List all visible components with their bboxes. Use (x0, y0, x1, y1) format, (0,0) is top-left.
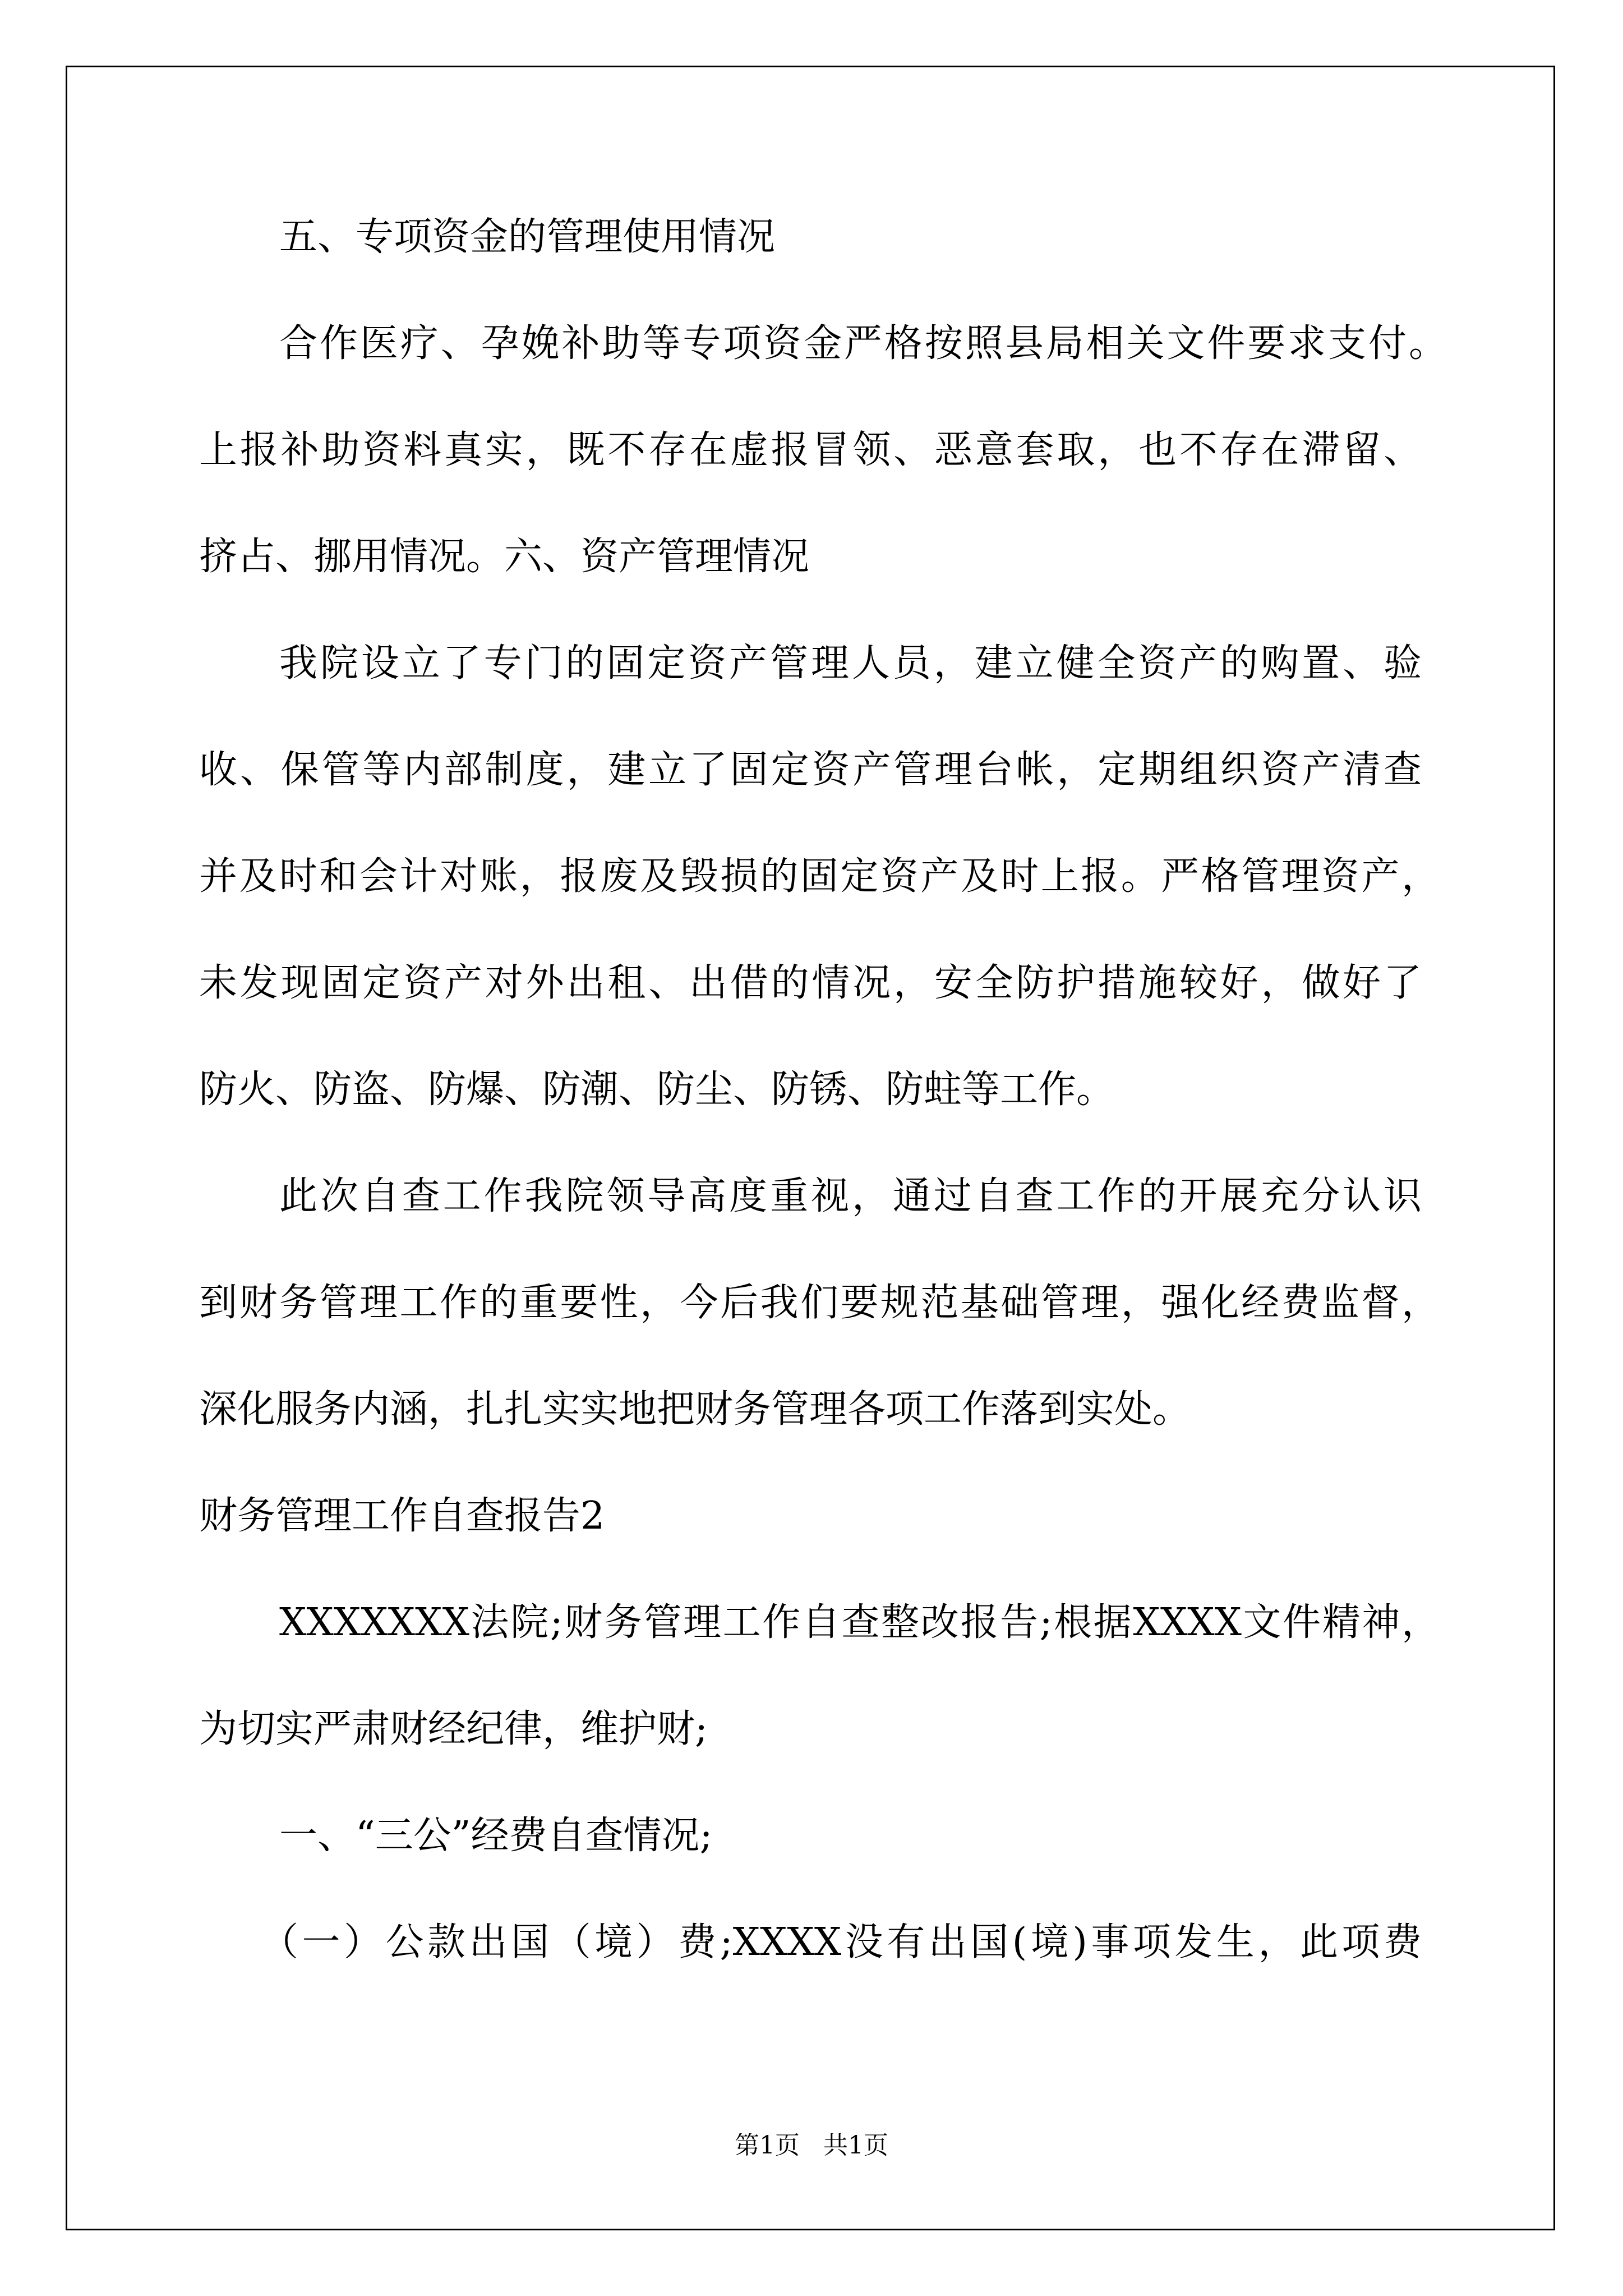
paragraph-line: （一）公款出国（境）费;XXXX没有出国(境)事项发生，此项费 (260, 1920, 1422, 1964)
paragraph-line: 深化服务内涵，扎扎实实地把财务管理各项工作落到实处。 (199, 1387, 1191, 1432)
paragraph-line: 到财务管理工作的重要性，今后我们要规范基础管理，强化经费监督， (199, 1281, 1440, 1325)
paragraph-line: 此次自查工作我院领导高度重视，通过自查工作的开展充分认识 (279, 1174, 1422, 1218)
page-border (66, 66, 1555, 2230)
paragraph-line: 并及时和会计对账，报废及毁损的固定资产及时上报。严格管理资产， (199, 854, 1440, 899)
section-heading-5: 五、专项资金的管理使用情况 (279, 215, 776, 259)
paragraph-line: 挤占、挪用情况。六、资产管理情况 (199, 535, 810, 579)
page-footer: 第1页 共1页 (735, 2131, 888, 2160)
paragraph-line: 未发现固定资产对外出租、出借的情况，安全防护措施较好，做好了 (199, 961, 1422, 1005)
paragraph-line: 为切实严肃财经纪律，维护财; (199, 1707, 708, 1751)
paragraph-line: 上报补助资料真实，既不存在虚报冒领、恶意套取，也不存在滞留、 (199, 428, 1422, 472)
section-heading-1: 一、“三公”经费自查情况; (279, 1814, 713, 1858)
report-title: 财务管理工作自查报告2 (199, 1494, 605, 1538)
paragraph-line: 我院设立了专门的固定资产管理人员，建立健全资产的购置、验 (279, 641, 1422, 685)
paragraph-line: 合作医疗、孕娩补助等专项资金严格按照县局相关文件要求支付。 (279, 321, 1447, 366)
paragraph-line: 收、保管等内部制度，建立了固定资产管理台帐，定期组织资产清查 (199, 748, 1422, 792)
paragraph-line: XXXXXXX法院;财务管理工作自查整改报告;根据XXXX文件精神， (279, 1600, 1440, 1645)
paragraph-line: 防火、防盗、防爆、防潮、防尘、防锈、防蛀等工作。 (199, 1068, 1115, 1112)
